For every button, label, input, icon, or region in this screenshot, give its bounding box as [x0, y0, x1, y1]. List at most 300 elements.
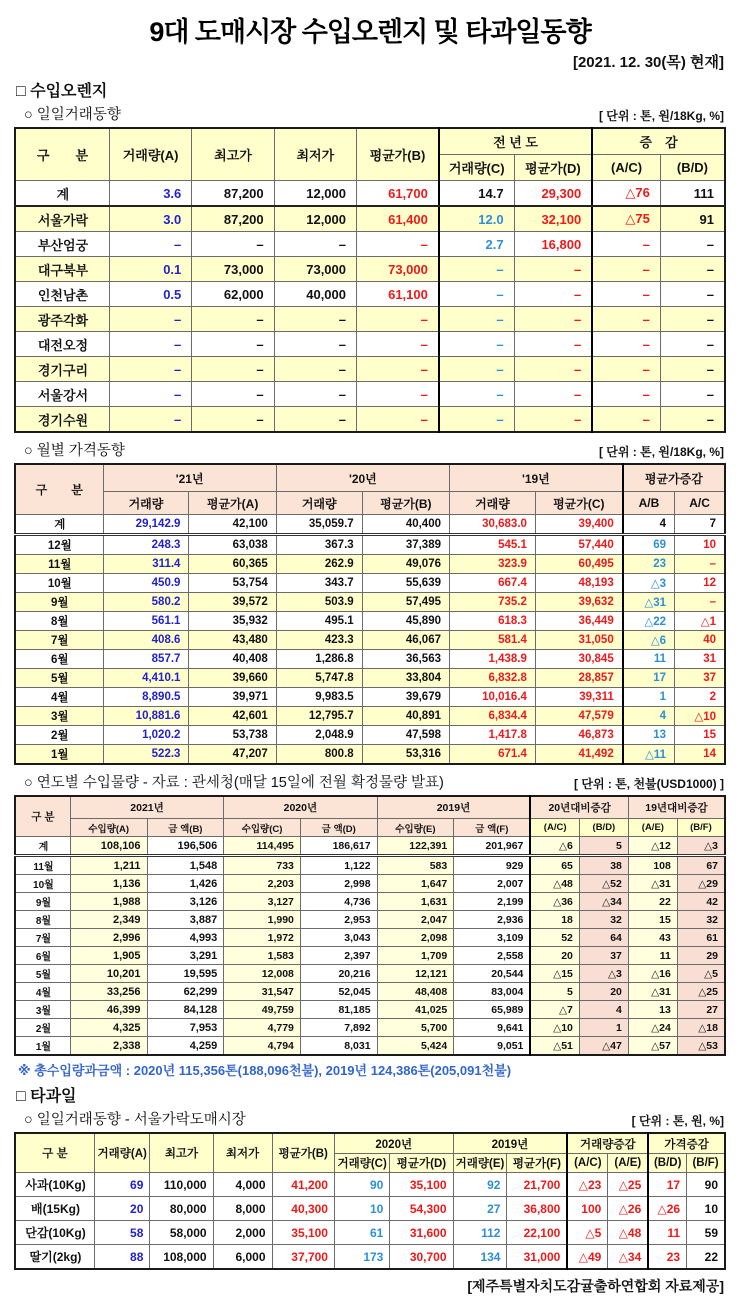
table-cell: 60,365	[189, 555, 276, 574]
table-row	[15, 332, 725, 357]
page-title: 9대 도매시장 수입오렌지 및 타과일동향	[149, 17, 591, 47]
table-cell: 40,400	[362, 515, 449, 535]
table-cell: –	[660, 407, 725, 433]
table-cell: 8,031	[300, 1037, 377, 1056]
table-row	[15, 1037, 725, 1056]
table-cell: 40,300	[272, 1197, 334, 1221]
table-cell: 40,000	[274, 282, 356, 307]
col-header-ac: (A/C)	[567, 1154, 607, 1173]
table-cell: 90	[334, 1173, 389, 1197]
table-cell: 88	[95, 1245, 150, 1270]
table-cell: 19,595	[147, 965, 224, 983]
table-row	[15, 856, 725, 875]
table-cell: △10	[530, 1019, 579, 1037]
col-header-high: 최고가	[150, 1133, 213, 1173]
table-cell: △75	[592, 206, 660, 232]
table-cell: 27	[453, 1197, 507, 1221]
row-label: 10월	[15, 574, 103, 593]
table-cell: △49	[567, 1245, 607, 1270]
table-cell: △11	[623, 745, 675, 765]
col-header-volume: 거래량	[103, 492, 189, 515]
table-cell: 3.6	[109, 181, 191, 207]
table-cell: 20	[530, 947, 579, 965]
table-cell: 667.4	[450, 574, 536, 593]
table-cell: 5	[530, 983, 579, 1001]
row-label: 배(15Kg)	[15, 1197, 95, 1221]
table-cell: 52	[530, 929, 579, 947]
table-cell: 32	[579, 911, 628, 929]
col-header-year-2020: 2020년	[224, 796, 377, 819]
table-cell: △10	[675, 707, 725, 726]
table-cell: △25	[677, 983, 725, 1001]
col-header-ae: (A/E)	[628, 819, 677, 837]
orange-monthly-table	[14, 463, 726, 765]
table-cell: 43,480	[189, 631, 276, 650]
row-label: 단감(10Kg)	[15, 1221, 95, 1245]
table-cell: –	[514, 357, 592, 382]
table-cell: 7	[675, 515, 725, 535]
table-cell: –	[357, 307, 439, 332]
row-label: 10월	[15, 875, 70, 893]
table-row	[15, 574, 725, 593]
table-row	[15, 612, 725, 631]
orange-monthly-unit: [ 단위 : 톤, 원/18Kg, %]	[598, 445, 724, 459]
table-cell: 2,998	[300, 875, 377, 893]
col-header-change-vs-2020: 20년대비증감	[530, 796, 628, 819]
table-cell: 6,832.8	[450, 669, 536, 688]
table-cell: 1,631	[377, 893, 454, 911]
table-cell: 22	[628, 893, 677, 911]
table-cell: 31	[675, 650, 725, 669]
table-cell: 11	[628, 947, 677, 965]
table-cell: 37,700	[272, 1245, 334, 1270]
col-header-import-c: 수입량(C)	[224, 819, 301, 837]
table-row	[15, 1001, 725, 1019]
table-cell: 29,142.9	[103, 515, 189, 535]
table-cell: 65	[530, 856, 579, 875]
col-header-year-2019: 2019년	[377, 796, 530, 819]
table-cell: 69	[95, 1173, 150, 1197]
table-cell: △7	[530, 1001, 579, 1019]
table-cell: 10,881.6	[103, 707, 189, 726]
table-cell: –	[274, 307, 356, 332]
table-cell: –	[592, 357, 660, 382]
table-cell: 49,076	[362, 555, 449, 574]
table-cell: 20	[579, 983, 628, 1001]
table-row	[15, 1221, 725, 1245]
table-cell: △3	[677, 837, 725, 856]
row-label: 11월	[15, 555, 103, 574]
table-cell: 173	[334, 1245, 389, 1270]
table-cell: 46,399	[70, 1001, 147, 1019]
table-cell: △36	[530, 893, 579, 911]
table-cell: 1,905	[70, 947, 147, 965]
row-label: 광주각화	[15, 307, 109, 332]
orange-monthly-header	[24, 439, 724, 460]
table-cell: 59	[687, 1221, 725, 1245]
table-cell: 2,349	[70, 911, 147, 929]
table-cell: 2,048.9	[276, 726, 362, 745]
table-cell: 30,683.0	[450, 515, 536, 535]
col-header-gubun: 구 분	[15, 128, 109, 181]
col-header-year-2021: 2021년	[70, 796, 223, 819]
table-row	[15, 947, 725, 965]
table-cell: 33,256	[70, 983, 147, 1001]
table-cell: 134	[453, 1245, 507, 1270]
table-cell: –	[514, 382, 592, 407]
table-cell: 10,201	[70, 965, 147, 983]
table-cell: 6,000	[213, 1245, 272, 1270]
table-cell: 61,700	[357, 181, 439, 207]
section-title-fruit: □ 타과일	[16, 1088, 77, 1105]
table-cell: 12,121	[377, 965, 454, 983]
col-header-ac: (A/C)	[592, 155, 660, 181]
table-cell: △29	[677, 875, 725, 893]
table-cell: 17	[648, 1173, 686, 1197]
table-cell: 110,000	[150, 1173, 213, 1197]
col-header-prev-year: 전 년 도	[439, 128, 592, 155]
orange-yearly-unit: [ 단위 : 톤, 천불(USD1000) ]	[574, 777, 724, 791]
table-cell: 108,106	[70, 837, 147, 856]
table-cell: 23	[623, 555, 675, 574]
table-cell: 87,200	[192, 206, 274, 232]
table-cell: 57,495	[362, 593, 449, 612]
row-label: 3월	[15, 1001, 70, 1019]
table-cell: 4	[623, 707, 675, 726]
table-cell: –	[660, 232, 725, 257]
table-cell: –	[192, 232, 274, 257]
table-cell: 61	[677, 929, 725, 947]
col-header-volume-c: 거래량(C)	[334, 1154, 389, 1173]
table-cell: △51	[530, 1037, 579, 1056]
table-cell: –	[357, 382, 439, 407]
table-cell: 1,211	[70, 856, 147, 875]
table-cell: 0.1	[109, 257, 191, 282]
table-cell: 90	[687, 1173, 725, 1197]
table-cell: 39,660	[189, 669, 276, 688]
table-cell: 31,050	[535, 631, 622, 650]
table-cell: –	[675, 555, 725, 574]
table-row	[15, 282, 725, 307]
table-row	[15, 357, 725, 382]
table-cell: 3,043	[300, 929, 377, 947]
table-cell: 2.7	[439, 232, 514, 257]
table-cell: –	[592, 257, 660, 282]
table-cell: 80,000	[150, 1197, 213, 1221]
table-cell: –	[592, 232, 660, 257]
table-row	[15, 707, 725, 726]
table-cell: △31	[623, 593, 675, 612]
col-header-avg-d: 평균가(D)	[390, 1154, 453, 1173]
row-label: 경기구리	[15, 357, 109, 382]
row-label: 7월	[15, 631, 103, 650]
yearly-total-note: ※ 총수입량과금액 : 2020년 115,356톤(188,096천불), 2019년 124,386톤(205,091천불)	[18, 1063, 512, 1078]
table-row	[15, 726, 725, 745]
table-cell: –	[274, 407, 356, 433]
table-cell: 48,408	[377, 983, 454, 1001]
col-header-amount-d: 금 액(D)	[300, 819, 377, 837]
table-cell: 37	[675, 669, 725, 688]
table-cell: 2,397	[300, 947, 377, 965]
table-cell: 12,000	[274, 206, 356, 232]
col-header-gubun: 구 분	[15, 1133, 95, 1173]
table-row	[15, 745, 725, 765]
table-cell: 4,000	[213, 1173, 272, 1197]
table-cell: 39,971	[189, 688, 276, 707]
table-cell: 248.3	[103, 535, 189, 555]
col-header-volume-a: 거래량(A)	[95, 1133, 150, 1173]
table-cell: 39,400	[535, 515, 622, 535]
table-cell: 262.9	[276, 555, 362, 574]
table-cell: 10	[687, 1197, 725, 1221]
table-row	[15, 535, 725, 555]
table-cell: 4	[579, 1001, 628, 1019]
row-label: 1월	[15, 1037, 70, 1056]
table-cell: 929	[454, 856, 531, 875]
table-cell: 63,038	[189, 535, 276, 555]
table-cell: 5,424	[377, 1037, 454, 1056]
table-cell: 32	[677, 911, 725, 929]
table-cell: –	[592, 382, 660, 407]
table-cell: –	[357, 357, 439, 382]
table-cell: 0.5	[109, 282, 191, 307]
row-label: 계	[15, 515, 103, 535]
row-label: 계	[15, 837, 70, 856]
row-label: 5월	[15, 965, 70, 983]
col-header-avg-f: 평균가(F)	[507, 1154, 567, 1173]
table-cell: △25	[608, 1173, 648, 1197]
table-cell: –	[592, 407, 660, 433]
table-cell: 4	[623, 515, 675, 535]
table-cell: △31	[628, 983, 677, 1001]
table-cell: 2,199	[454, 893, 531, 911]
table-cell: 4,410.1	[103, 669, 189, 688]
col-header-high: 최고가	[192, 128, 274, 181]
col-header-amount-f: 금 액(F)	[454, 819, 531, 837]
table-cell: 47,579	[535, 707, 622, 726]
table-cell: –	[274, 382, 356, 407]
row-label: 부산엄궁	[15, 232, 109, 257]
table-cell: 108	[628, 856, 677, 875]
table-cell: 4,779	[224, 1019, 301, 1037]
table-cell: 43	[628, 929, 677, 947]
row-label: 6월	[15, 947, 70, 965]
table-cell: 12,008	[224, 965, 301, 983]
table-cell: 2,996	[70, 929, 147, 947]
orange-daily-unit: [ 단위 : 톤, 원/18Kg, %]	[598, 109, 724, 123]
table-cell: 3.0	[109, 206, 191, 232]
table-cell: –	[439, 282, 514, 307]
table-cell: 30,700	[390, 1245, 453, 1270]
table-cell: 9,983.5	[276, 688, 362, 707]
table-cell: 15	[675, 726, 725, 745]
row-label: 인천남촌	[15, 282, 109, 307]
table-cell: △3	[579, 965, 628, 983]
table-cell: 735.2	[450, 593, 536, 612]
table-cell: 58,000	[150, 1221, 213, 1245]
table-cell: 1,647	[377, 875, 454, 893]
table-cell: –	[109, 382, 191, 407]
table-row	[15, 983, 725, 1001]
table-cell: –	[357, 232, 439, 257]
table-cell: △52	[579, 875, 628, 893]
table-cell: –	[514, 307, 592, 332]
table-cell: 36,563	[362, 650, 449, 669]
table-cell: 62,000	[192, 282, 274, 307]
table-cell: –	[192, 307, 274, 332]
col-header-year-21: '21년	[103, 464, 276, 492]
table-cell: 40	[675, 631, 725, 650]
col-header-bf: (B/F)	[677, 819, 725, 837]
table-cell: 581.4	[450, 631, 536, 650]
table-row	[15, 688, 725, 707]
table-cell: –	[660, 382, 725, 407]
table-cell: –	[192, 407, 274, 433]
table-cell: –	[660, 257, 725, 282]
table-cell: 69	[623, 535, 675, 555]
table-cell: 2,000	[213, 1221, 272, 1245]
table-cell: 9,641	[454, 1019, 531, 1037]
col-header-avg-d: 평균가(D)	[514, 155, 592, 181]
table-cell: 47,598	[362, 726, 449, 745]
col-header-avg-a: 평균가(A)	[189, 492, 276, 515]
table-cell: 2,953	[300, 911, 377, 929]
row-label: 1월	[15, 745, 103, 765]
col-header-volume-e: 거래량(E)	[453, 1154, 507, 1173]
table-cell: △23	[567, 1173, 607, 1197]
table-cell: –	[192, 382, 274, 407]
table-cell: 311.4	[103, 555, 189, 574]
table-row	[15, 593, 725, 612]
table-row	[15, 407, 725, 433]
table-cell: 22	[687, 1245, 725, 1270]
col-header-avg-c: 평균가(C)	[535, 492, 622, 515]
table-cell: 27	[677, 1001, 725, 1019]
table-cell: 12	[675, 574, 725, 593]
table-cell: 37,389	[362, 535, 449, 555]
table-cell: 4,259	[147, 1037, 224, 1056]
orange-daily-header	[24, 103, 724, 124]
table-cell: 580.2	[103, 593, 189, 612]
table-cell: 4,736	[300, 893, 377, 911]
table-cell: –	[592, 282, 660, 307]
col-header-bd: (B/D)	[648, 1154, 686, 1173]
table-cell: –	[514, 332, 592, 357]
table-cell: 423.3	[276, 631, 362, 650]
table-cell: 367.3	[276, 535, 362, 555]
col-header-import-e: 수입량(E)	[377, 819, 454, 837]
table-cell: △57	[628, 1037, 677, 1056]
table-cell: 65,989	[454, 1001, 531, 1019]
table-cell: △5	[567, 1221, 607, 1245]
table-cell: △24	[628, 1019, 677, 1037]
table-cell: 545.1	[450, 535, 536, 555]
table-cell: 41,492	[535, 745, 622, 765]
table-cell: –	[109, 307, 191, 332]
table-cell: 52,045	[300, 983, 377, 1001]
table-cell: 1,438.9	[450, 650, 536, 669]
table-cell: 1,426	[147, 875, 224, 893]
fruit-daily-unit: [ 단위 : 톤, 원, %]	[631, 1114, 724, 1128]
table-cell: 1,286.8	[276, 650, 362, 669]
table-cell: –	[274, 332, 356, 357]
table-cell: –	[660, 357, 725, 382]
orange-daily-table	[14, 127, 726, 433]
table-cell: 91	[660, 206, 725, 232]
row-label: 8월	[15, 911, 70, 929]
table-cell: △34	[608, 1245, 648, 1270]
table-cell: 1,020.2	[103, 726, 189, 745]
orange-yearly-header	[24, 771, 724, 792]
table-cell: 196,506	[147, 837, 224, 856]
table-cell: 42,601	[189, 707, 276, 726]
col-header-low: 최저가	[213, 1133, 272, 1173]
table-cell: 20,544	[454, 965, 531, 983]
table-cell: △6	[623, 631, 675, 650]
table-cell: 83,004	[454, 983, 531, 1001]
row-label: 4월	[15, 688, 103, 707]
table-cell: 3,126	[147, 893, 224, 911]
col-header-avg-b: 평균가(B)	[272, 1133, 334, 1173]
source-credit: [제주특별자치도감귤출하연합회 자료제공]	[467, 1278, 724, 1294]
table-cell: 5	[579, 837, 628, 856]
table-cell: 14	[675, 745, 725, 765]
table-cell: 32,100	[514, 206, 592, 232]
table-cell: 323.9	[450, 555, 536, 574]
table-cell: 1,988	[70, 893, 147, 911]
table-cell: △34	[579, 893, 628, 911]
table-cell: 62,299	[147, 983, 224, 1001]
table-cell: 20,216	[300, 965, 377, 983]
col-header-change: 증 감	[592, 128, 725, 155]
table-cell: △48	[530, 875, 579, 893]
row-label: 경기수원	[15, 407, 109, 433]
table-cell: 10,016.4	[450, 688, 536, 707]
table-row	[15, 515, 725, 535]
table-cell: 38	[579, 856, 628, 875]
table-row	[15, 837, 725, 856]
table-cell: 1,136	[70, 875, 147, 893]
table-cell: 111	[660, 181, 725, 207]
table-cell: △15	[530, 965, 579, 983]
col-header-bf: (B/F)	[687, 1154, 725, 1173]
table-row	[15, 669, 725, 688]
table-cell: 800.8	[276, 745, 362, 765]
table-cell: 31,000	[507, 1245, 567, 1270]
table-cell: △53	[677, 1037, 725, 1056]
table-cell: 4,993	[147, 929, 224, 947]
orange-yearly-table	[14, 795, 726, 1056]
table-cell: 87,200	[192, 181, 274, 207]
table-cell: 36,800	[507, 1197, 567, 1221]
table-cell: 55,639	[362, 574, 449, 593]
table-cell: 2,047	[377, 911, 454, 929]
table-cell: 122,391	[377, 837, 454, 856]
col-header-low: 최저가	[274, 128, 356, 181]
table-cell: 37	[579, 947, 628, 965]
table-row	[15, 1245, 725, 1270]
table-cell: 2,338	[70, 1037, 147, 1056]
fruit-daily-title: ○ 일일거래동향 - 서울가락도매시장	[24, 1112, 246, 1128]
table-cell: 4,325	[70, 1019, 147, 1037]
table-cell: 3,109	[454, 929, 531, 947]
table-cell: 92	[453, 1173, 507, 1197]
col-header-avg-b: 평균가(B)	[357, 128, 439, 181]
table-row	[15, 181, 725, 207]
col-header-year-19: '19년	[450, 464, 623, 492]
col-header-bd: (B/D)	[579, 819, 628, 837]
row-label: 계	[15, 181, 109, 207]
